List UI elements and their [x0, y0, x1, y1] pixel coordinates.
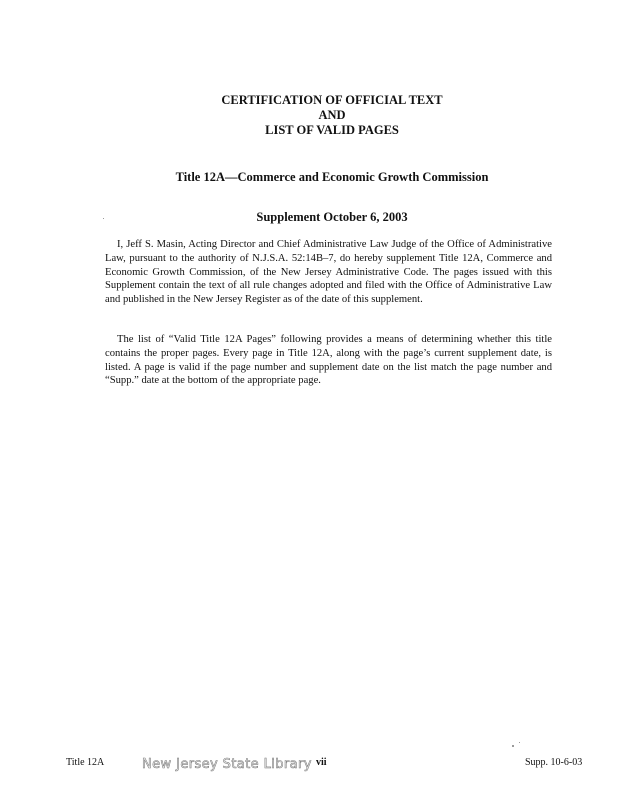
footer-page-number: vii [316, 757, 327, 768]
supplement-date-heading: Supplement October 6, 2003 [256, 210, 408, 224]
scan-speck [519, 742, 520, 743]
certification-heading [0, 93, 624, 138]
library-watermark: New Jersey State Library [142, 757, 312, 772]
certification-paragraph: I, Jeff S. Masin, Acting Director and Chief Administrative Law Judge of the Office of Administrative Law, pursuant to the authority of N.J.S.A. 52:14B–7, do hereby supplement Title 12A, Commerce and Economic Growth Commission, of the New Jersey Administrative Code. The pages issued with this Supplement contain the text of all rule changes adopted and filed with the Office of Administrative Law and published in the New Jersey Register as of the date of this supplement. [105, 239, 552, 306]
scan-speck [512, 745, 514, 747]
footer-supplement-date: Supp. 10-6-03 [525, 757, 583, 768]
title-heading: Title 12A—Commerce and Economic Growth Commission [175, 170, 489, 184]
heading-line-2: AND [318, 108, 346, 122]
valid-pages-paragraph: The list of “Valid Title 12A Pages” following provides a means of determining whether this title contains the proper pages. Every page in Title 12A, along with the page’s current supplement date, is listed. A page is valid if the page number and supplement date on the list match the page number and “Supp.” date at the bottom of the appropriate page. [105, 334, 552, 387]
footer-title: Title 12A [66, 757, 105, 768]
scan-speck [103, 218, 104, 219]
heading-line-3: LIST OF VALID PAGES [265, 123, 399, 137]
heading-line-1: CERTIFICATION OF OFFICIAL TEXT [221, 93, 443, 107]
